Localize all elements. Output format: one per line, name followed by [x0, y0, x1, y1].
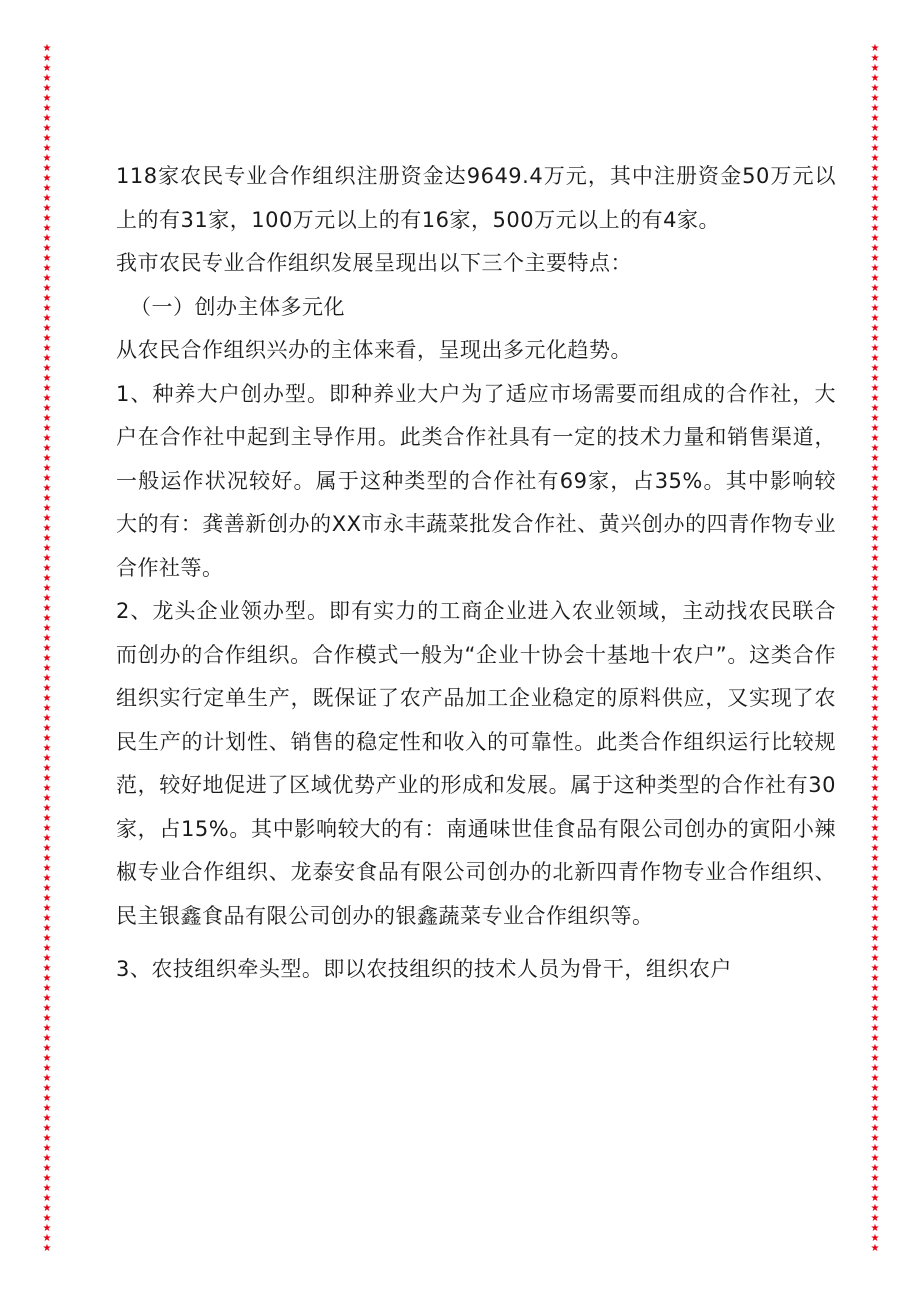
star-icon: ★: [870, 463, 880, 474]
star-icon: ★: [870, 203, 880, 214]
star-icon: ★: [870, 353, 880, 364]
right-star-border: [868, 44, 882, 1254]
star-icon: ★: [870, 843, 880, 854]
star-icon: ★: [42, 73, 52, 84]
star-icon: ★: [42, 453, 52, 464]
star-icon: ★: [870, 1213, 880, 1224]
star-icon: ★: [870, 433, 880, 444]
star-icon: ★: [42, 1083, 52, 1094]
star-icon: ★: [42, 273, 52, 284]
star-icon: ★: [42, 263, 52, 274]
star-icon: ★: [870, 1163, 880, 1174]
star-icon: ★: [42, 783, 52, 794]
star-icon: ★: [870, 383, 880, 394]
star-icon: ★: [42, 1223, 52, 1234]
star-icon: ★: [42, 1173, 52, 1184]
star-icon: ★: [870, 273, 880, 284]
star-icon: ★: [870, 1123, 880, 1134]
star-icon: ★: [870, 263, 880, 274]
star-icon: ★: [870, 83, 880, 94]
star-icon: ★: [42, 1213, 52, 1224]
star-icon: ★: [870, 1023, 880, 1034]
star-icon: ★: [870, 933, 880, 944]
star-icon: ★: [870, 983, 880, 994]
star-icon: ★: [42, 813, 52, 824]
star-icon: ★: [870, 103, 880, 114]
star-icon: ★: [42, 343, 52, 354]
star-icon: ★: [42, 1233, 52, 1244]
star-icon: ★: [42, 363, 52, 374]
star-icon: ★: [42, 683, 52, 694]
star-icon: ★: [42, 563, 52, 574]
star-icon: ★: [42, 1063, 52, 1074]
star-icon: ★: [42, 1113, 52, 1124]
star-icon: ★: [42, 753, 52, 764]
star-icon: ★: [870, 623, 880, 634]
star-icon: ★: [870, 853, 880, 864]
left-star-border: [40, 44, 54, 1254]
paragraph-features-intro: 我市农民专业合作组织发展呈现出以下三个主要特点：: [116, 251, 632, 275]
list-item-agri-tech-type: 3、农技组织牵头型。即以农技组织的技术人员为骨干，组织农户: [116, 957, 732, 981]
star-icon: ★: [42, 633, 52, 644]
star-icon: ★: [870, 753, 880, 764]
star-icon: ★: [870, 763, 880, 774]
star-icon: ★: [870, 213, 880, 224]
star-icon: ★: [870, 223, 880, 234]
star-icon: ★: [870, 663, 880, 674]
star-icon: ★: [42, 1033, 52, 1044]
star-icon: ★: [870, 1113, 880, 1124]
star-icon: ★: [870, 513, 880, 524]
star-icon: ★: [870, 363, 880, 374]
star-icon: ★: [42, 943, 52, 954]
star-icon: ★: [870, 1093, 880, 1104]
star-icon: ★: [42, 1183, 52, 1194]
star-icon: ★: [42, 93, 52, 104]
star-icon: ★: [870, 643, 880, 654]
star-icon: ★: [42, 793, 52, 804]
paragraph-registered-capital: 118家农民专业合作组织注册资金达9649.4万元，其中注册资金50万元以上的有31家，100万元以上的有16家，500万元以上的有4家。: [116, 164, 836, 232]
star-icon: ★: [870, 1043, 880, 1054]
star-icon: ★: [42, 823, 52, 834]
star-icon: ★: [870, 503, 880, 514]
star-icon: ★: [42, 1043, 52, 1054]
list-item-leading-enterprise-type: 2、龙头企业领办型。即有实力的工商企业进入农业领域，主动找农民联合而创办的合作组织。合作模式一般为“企业十协会十基地十农户”。这类合作组织实行定单生产，既保证了农产品加工企业稳定的原料供应，又实现了农民生产的计划性、销售的稳定性和收入的可靠性。此类合作组织运行比较规范，较好地促进了区域优势产业的形成和发展。属于这种类型的合作社有30家，占15%。其中影响较大的有：南通味世佳食品有限公司创办的寅阳小辣椒专业合作组织、龙泰安食品有限公司创办的北新四青作物专业合作组织、民主银鑫食品有限公司创办的银鑫蔬菜专业合作组织等。: [116, 599, 836, 928]
star-icon: ★: [870, 653, 880, 664]
star-icon: ★: [870, 63, 880, 74]
star-icon: ★: [42, 1193, 52, 1204]
star-icon: ★: [42, 413, 52, 424]
star-icon: ★: [42, 483, 52, 494]
star-icon: ★: [42, 543, 52, 554]
star-icon: ★: [42, 713, 52, 724]
star-icon: ★: [42, 103, 52, 114]
star-icon: ★: [42, 1163, 52, 1174]
star-icon: ★: [870, 153, 880, 164]
star-icon: ★: [870, 963, 880, 974]
star-icon: ★: [870, 593, 880, 604]
star-icon: ★: [42, 143, 52, 154]
star-icon: ★: [870, 893, 880, 904]
star-icon: ★: [870, 403, 880, 414]
star-icon: ★: [870, 823, 880, 834]
star-icon: ★: [42, 173, 52, 184]
star-icon: ★: [42, 973, 52, 984]
star-icon: ★: [870, 693, 880, 704]
star-icon: ★: [870, 993, 880, 1004]
star-icon: ★: [42, 1143, 52, 1154]
star-icon: ★: [870, 443, 880, 454]
star-icon: ★: [870, 1203, 880, 1214]
star-icon: ★: [42, 993, 52, 1004]
star-icon: ★: [870, 523, 880, 534]
star-icon: ★: [42, 983, 52, 994]
star-icon: ★: [42, 233, 52, 244]
star-icon: ★: [42, 1093, 52, 1104]
star-icon: ★: [42, 553, 52, 564]
star-icon: ★: [870, 813, 880, 824]
star-icon: ★: [42, 1243, 52, 1254]
star-icon: ★: [870, 1243, 880, 1254]
star-icon: ★: [870, 973, 880, 984]
star-icon: ★: [870, 493, 880, 504]
star-icon: ★: [42, 1003, 52, 1014]
star-icon: ★: [870, 733, 880, 744]
star-icon: ★: [42, 1203, 52, 1214]
star-icon: ★: [870, 633, 880, 644]
star-icon: ★: [870, 1033, 880, 1044]
star-icon: ★: [42, 503, 52, 514]
star-icon: ★: [870, 713, 880, 724]
star-icon: ★: [870, 123, 880, 134]
star-icon: ★: [870, 793, 880, 804]
star-icon: ★: [870, 703, 880, 714]
star-icon: ★: [42, 533, 52, 544]
star-icon: ★: [42, 353, 52, 364]
star-icon: ★: [870, 943, 880, 954]
star-icon: ★: [42, 1073, 52, 1084]
star-icon: ★: [870, 73, 880, 84]
star-icon: ★: [870, 1223, 880, 1234]
star-icon: ★: [42, 773, 52, 784]
star-icon: ★: [870, 563, 880, 574]
star-icon: ★: [42, 743, 52, 754]
star-icon: ★: [42, 303, 52, 314]
star-icon: ★: [42, 893, 52, 904]
star-icon: ★: [42, 603, 52, 614]
star-icon: ★: [870, 243, 880, 254]
star-icon: ★: [42, 873, 52, 884]
star-icon: ★: [870, 773, 880, 784]
star-icon: ★: [42, 623, 52, 634]
star-icon: ★: [870, 163, 880, 174]
star-icon: ★: [42, 44, 52, 54]
star-icon: ★: [870, 923, 880, 934]
star-icon: ★: [870, 133, 880, 144]
star-icon: ★: [870, 483, 880, 494]
star-icon: ★: [42, 1013, 52, 1024]
star-icon: ★: [870, 393, 880, 404]
star-icon: ★: [870, 1073, 880, 1084]
star-icon: ★: [42, 1153, 52, 1164]
star-icon: ★: [42, 883, 52, 894]
star-icon: ★: [870, 1083, 880, 1094]
list-item-large-farmer-type: 1、种养大户创办型。即种养业大户为了适应市场需要而组成的合作社，大户在合作社中起到主导作用。此类合作社具有一定的技术力量和销售渠道，一般运作状况较好。属于这种类型的合作社有69家，占35%。其中影响较大的有：龚善新创办的XX市永丰蔬菜批发合作社、黄兴创办的四青作物专业合作社等。: [116, 381, 836, 580]
star-icon: ★: [870, 233, 880, 244]
star-icon: ★: [870, 613, 880, 624]
star-icon: ★: [42, 963, 52, 974]
star-icon: ★: [870, 1013, 880, 1024]
star-icon: ★: [42, 673, 52, 684]
star-icon: ★: [42, 803, 52, 814]
star-icon: ★: [870, 413, 880, 424]
star-icon: ★: [870, 1153, 880, 1164]
star-icon: ★: [42, 433, 52, 444]
star-icon: ★: [42, 163, 52, 174]
star-icon: ★: [42, 1053, 52, 1064]
star-icon: ★: [870, 113, 880, 124]
star-icon: ★: [870, 193, 880, 204]
star-icon: ★: [42, 833, 52, 844]
star-icon: ★: [42, 583, 52, 594]
star-icon: ★: [42, 913, 52, 924]
star-icon: ★: [42, 213, 52, 224]
star-icon: ★: [870, 1053, 880, 1064]
star-icon: ★: [870, 53, 880, 64]
star-icon: ★: [42, 493, 52, 504]
star-icon: ★: [870, 1103, 880, 1114]
star-icon: ★: [42, 153, 52, 164]
star-icon: ★: [870, 143, 880, 154]
star-icon: ★: [870, 283, 880, 294]
star-icon: ★: [42, 443, 52, 454]
star-icon: ★: [42, 133, 52, 144]
star-icon: ★: [42, 1133, 52, 1144]
star-icon: ★: [42, 313, 52, 324]
star-icon: ★: [42, 63, 52, 74]
star-icon: ★: [870, 293, 880, 304]
star-icon: ★: [42, 113, 52, 124]
star-icon: ★: [42, 253, 52, 264]
star-icon: ★: [870, 333, 880, 344]
star-icon: ★: [870, 683, 880, 694]
star-icon: ★: [42, 593, 52, 604]
star-icon: ★: [42, 223, 52, 234]
star-icon: ★: [42, 393, 52, 404]
star-icon: ★: [42, 283, 52, 294]
star-icon: ★: [870, 833, 880, 844]
star-icon: ★: [42, 653, 52, 664]
star-icon: ★: [870, 1183, 880, 1194]
star-icon: ★: [870, 603, 880, 614]
star-icon: ★: [42, 423, 52, 434]
star-icon: ★: [42, 323, 52, 334]
star-icon: ★: [42, 193, 52, 204]
star-icon: ★: [870, 883, 880, 894]
star-icon: ★: [42, 243, 52, 254]
star-icon: ★: [870, 743, 880, 754]
star-icon: ★: [42, 723, 52, 734]
star-icon: ★: [42, 643, 52, 654]
star-icon: ★: [42, 333, 52, 344]
star-icon: ★: [870, 343, 880, 354]
star-icon: ★: [42, 53, 52, 64]
star-icon: ★: [42, 463, 52, 474]
star-icon: ★: [870, 903, 880, 914]
star-icon: ★: [42, 903, 52, 914]
star-icon: ★: [870, 93, 880, 104]
star-icon: ★: [42, 843, 52, 854]
star-icon: ★: [42, 513, 52, 524]
star-icon: ★: [870, 1003, 880, 1014]
star-icon: ★: [870, 673, 880, 684]
star-icon: ★: [870, 1193, 880, 1204]
star-icon: ★: [42, 373, 52, 384]
star-icon: ★: [42, 733, 52, 744]
star-icon: ★: [870, 303, 880, 314]
star-icon: ★: [42, 383, 52, 394]
star-icon: ★: [42, 123, 52, 134]
star-icon: ★: [42, 1023, 52, 1034]
star-icon: ★: [870, 863, 880, 874]
star-icon: ★: [42, 953, 52, 964]
star-icon: ★: [42, 853, 52, 864]
star-icon: ★: [42, 923, 52, 934]
star-icon: ★: [870, 173, 880, 184]
star-icon: ★: [870, 373, 880, 384]
star-icon: ★: [870, 803, 880, 814]
star-icon: ★: [42, 1103, 52, 1114]
star-icon: ★: [870, 573, 880, 584]
star-icon: ★: [42, 403, 52, 414]
star-icon: ★: [42, 473, 52, 484]
star-icon: ★: [870, 783, 880, 794]
star-icon: ★: [42, 523, 52, 534]
section-heading-diversified-founders: （一）创办主体多元化: [130, 294, 345, 319]
paragraph-diversification: 从农民合作组织兴办的主体来看，呈现出多元化趋势。: [116, 338, 632, 362]
star-icon: ★: [42, 83, 52, 94]
star-icon: ★: [870, 553, 880, 564]
star-icon: ★: [870, 313, 880, 324]
star-icon: ★: [42, 693, 52, 704]
star-icon: ★: [870, 323, 880, 334]
star-icon: ★: [870, 1133, 880, 1144]
star-icon: ★: [42, 293, 52, 304]
star-icon: ★: [870, 873, 880, 884]
star-icon: ★: [870, 533, 880, 544]
star-icon: ★: [870, 253, 880, 264]
star-icon: ★: [42, 763, 52, 774]
star-icon: ★: [870, 473, 880, 484]
star-icon: ★: [42, 573, 52, 584]
star-icon: ★: [870, 543, 880, 554]
star-icon: ★: [870, 423, 880, 434]
star-icon: ★: [42, 613, 52, 624]
star-icon: ★: [870, 953, 880, 964]
star-icon: ★: [42, 203, 52, 214]
star-icon: ★: [870, 1233, 880, 1244]
star-icon: ★: [42, 933, 52, 944]
star-icon: ★: [870, 44, 880, 54]
star-icon: ★: [870, 723, 880, 734]
document-body: [116, 155, 836, 992]
star-icon: ★: [42, 183, 52, 194]
star-icon: ★: [870, 1173, 880, 1184]
star-icon: ★: [870, 583, 880, 594]
star-icon: ★: [870, 1143, 880, 1154]
star-icon: ★: [42, 703, 52, 714]
star-icon: ★: [870, 453, 880, 464]
star-icon: ★: [870, 913, 880, 924]
star-icon: ★: [42, 1123, 52, 1134]
star-icon: ★: [870, 1063, 880, 1074]
star-icon: ★: [42, 663, 52, 674]
star-icon: ★: [42, 863, 52, 874]
star-icon: ★: [870, 183, 880, 194]
